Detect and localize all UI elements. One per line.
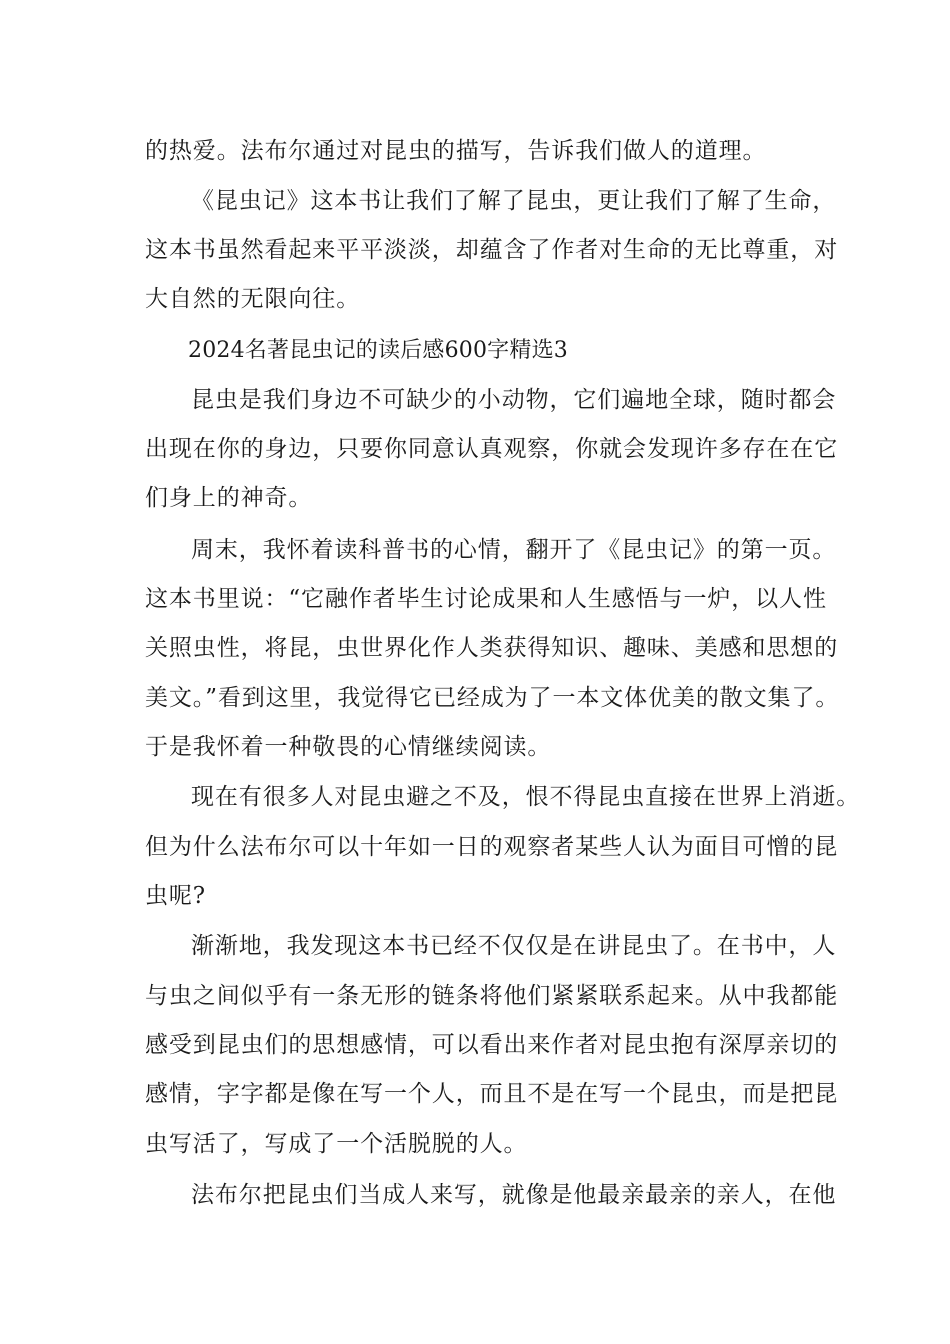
paragraph-line: 《昆虫记》这本书让我们了解了昆虫，更让我们了解了生命， [191,188,837,214]
paragraph-line: 出现在你的身边，只要你同意认真观察，你就会发现许多存在在它 [145,436,839,462]
paragraph-line: 大自然的无限向往。 [145,286,361,312]
paragraph-line: 感情，字字都是像在写一个人，而且不是在写一个昆虫，而是把昆 [145,1081,839,1107]
paragraph-line: 昆虫是我们身边不可缺少的小动物，它们遍地全球，随时都会 [191,387,837,413]
paragraph-line: 法布尔把昆虫们当成人来写，就像是他最亲最亲的亲人，在他 [191,1182,837,1208]
paragraph-line: 虫呢? [145,883,207,909]
paragraph-line: 关照虫性，将昆，虫世界化作人类获得知识、趣味、美感和思想的 [145,635,839,661]
paragraph-line: 现在有很多人对昆虫避之不及，恨不得昆虫直接在世界上消逝。 [191,784,861,810]
paragraph-line: 这本书里说：“它融作者毕生讨论成果和人生感悟与一炉，以人性 [145,586,827,612]
paragraph-line: 渐渐地，我发现这本书已经不仅仅是在讲昆虫了。在书中，人 [191,933,837,959]
paragraph-line: 美文。”看到这里，我觉得它已经成为了一本文体优美的散文集了。 [145,685,840,711]
paragraph-line: 感受到昆虫们的思想感情，可以看出来作者对昆虫抱有深厚亲切的 [145,1032,839,1058]
paragraph-line: 周末，我怀着读科普书的心情，翻开了《昆虫记》的第一页。 [191,537,837,563]
paragraph-line: 的热爱。法布尔通过对昆虫的描写，告诉我们做人的道理。 [145,138,767,164]
section-heading: 2024名著昆虫记的读后感600字精选3 [188,338,568,363]
paragraph-line: 于是我怀着一种敬畏的心情继续阅读。 [145,734,552,760]
paragraph-line: 们身上的神奇。 [145,485,313,511]
paragraph-line: 但为什么法布尔可以十年如一日的观察者某些人认为面目可憎的昆 [145,834,839,860]
paragraph-line: 与虫之间似乎有一条无形的链条将他们紧紧联系起来。从中我都能 [145,983,839,1009]
paragraph-line: 虫写活了，写成了一个活脱脱的人。 [145,1131,528,1157]
paragraph-line: 这本书虽然看起来平平淡淡，却蕴含了作者对生命的无比尊重，对 [145,237,839,263]
